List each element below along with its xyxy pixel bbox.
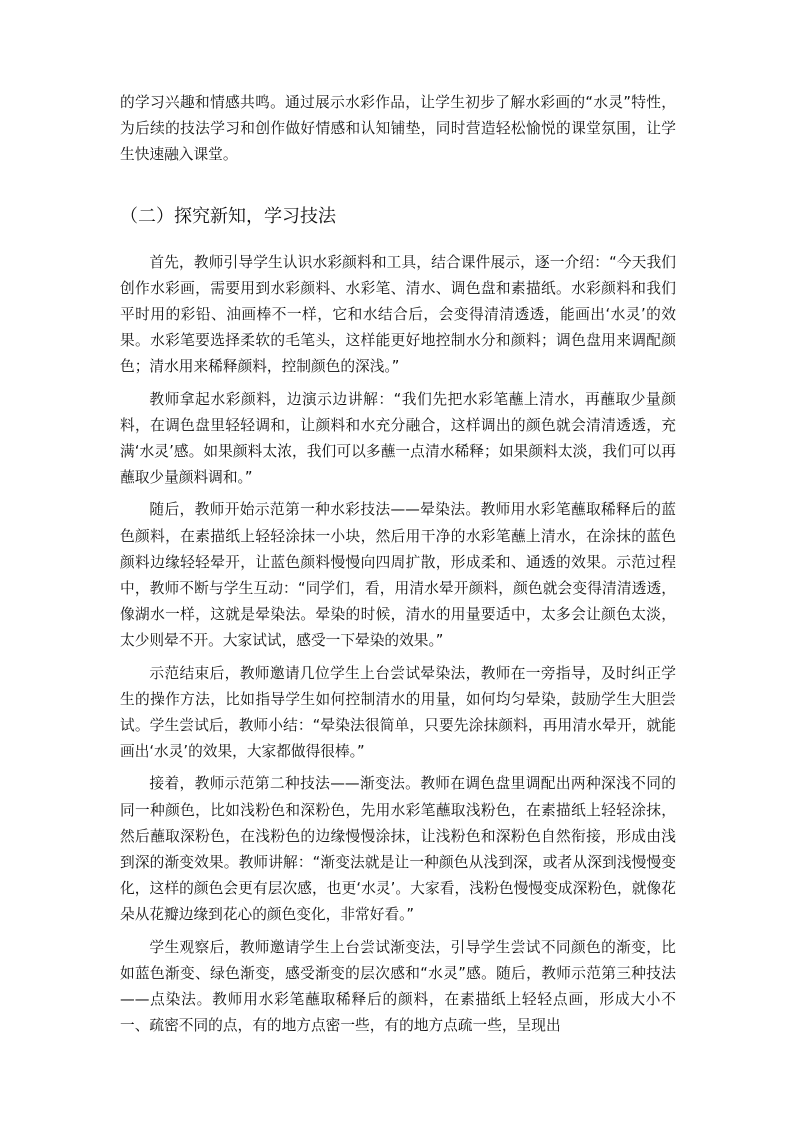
body-paragraph-5: 接着，教师示范第二种技法——渐变法。教师在调色盘里调配出两种深浅不同的同一种颜色，比如浅粉色和深粉色，先用水彩笔蘸取浅粉色，在素描纸上轻轻涂抹，然后蘸取深粉色，在浅粉色的边缘慢慢涂抹，让浅粉色和深粉色自然衔接，形成由浅到深的渐变效果。教师讲解：“渐变法就是让一种颜色从浅到深，或者从深到浅慢慢变化，这样的颜色会更有层次感，也更‘水灵’。大家看，浅粉色慢慢变成深粉色，就像花朵从花瓣边缘到花心的颜色变化，非常好看。” [120,775,676,924]
section-heading: （二）探究新知，学习技法 [120,205,336,227]
body-paragraph-4: 示范结束后，教师邀请几位学生上台尝试晕染法，教师在一旁指导，及时纠正学生的操作方法，比如指导学生如何控制清水的用量，如何均匀晕染，鼓励学生大胆尝试。学生尝试后，教师小结：“晕染法很简单，只要先涂抹颜料，再用清水晕开，就能画出‘水灵’的效果，大家都做得很棒。” [120,664,676,761]
body-paragraph-6: 学生观察后，教师邀请学生上台尝试渐变法，引导学生尝试不同颜色的渐变，比如蓝色渐变、绿色渐变，感受渐变的层次感和“水灵”感。随后，教师示范第三种技法——点染法。教师用水彩笔蘸取稀释后的颜料，在素描纸上轻轻点画，形成大小不一、疏密不同的点，有的地方点密一些，有的地方点疏一些，呈现出 [120,938,676,1035]
body-paragraph-2: 教师拿起水彩颜料，边演示边讲解：“我们先把水彩笔蘸上清水，再蘸取少量颜料，在调色盘里轻轻调和，让颜料和水充分融合，这样调出的颜色就会清清透透，充满‘水灵’感。如果颜料太浓，我们可以多蘸一点清水稀释；如果颜料太淡，我们可以再蘸取少量颜料调和。” [120,390,676,487]
intro-paragraph: 的学习兴趣和情感共鸣。通过展示水彩作品，让学生初步了解水彩画的“水灵”特性，为后续的技法学习和创作做好情感和认知铺垫，同时营造轻松愉悦的课堂氛围，让学生快速融入课堂。 [120,94,676,164]
body-paragraph-1: 首先，教师引导学生认识水彩颜料和工具，结合课件展示，逐一介绍：“今天我们创作水彩画，需要用到水彩颜料、水彩笔、清水、调色盘和素描纸。水彩颜料和我们平时用的彩铅、油画棒不一样，它和水结合后，会变得清清透透，能画出‘水灵’的效果。水彩笔要选择柔软的毛笔头，这样能更好地控制水分和颜料；调色盘用来调配颜色；清水用来稀释颜料，控制颜色的深浅。” [120,253,676,376]
document-page [120,90,676,1040]
body-paragraph-3: 随后，教师开始示范第一种水彩技法——晕染法。教师用水彩笔蘸取稀释后的蓝色颜料，在素描纸上轻轻涂抹一小块，然后用干净的水彩笔蘸上清水，在涂抹的蓝色颜料边缘轻轻晕开，让蓝色颜料慢慢向四周扩散，形成柔和、通透的效果。示范过程中，教师不断与学生互动：“同学们，看，用清水晕开颜料，颜色就会变得清清透透，像湖水一样，这就是晕染法。晕染的时候，清水的用量要适中，太多会让颜色太淡，太少则晕不开。大家试试，感受一下晕染的效果。” [120,501,676,650]
